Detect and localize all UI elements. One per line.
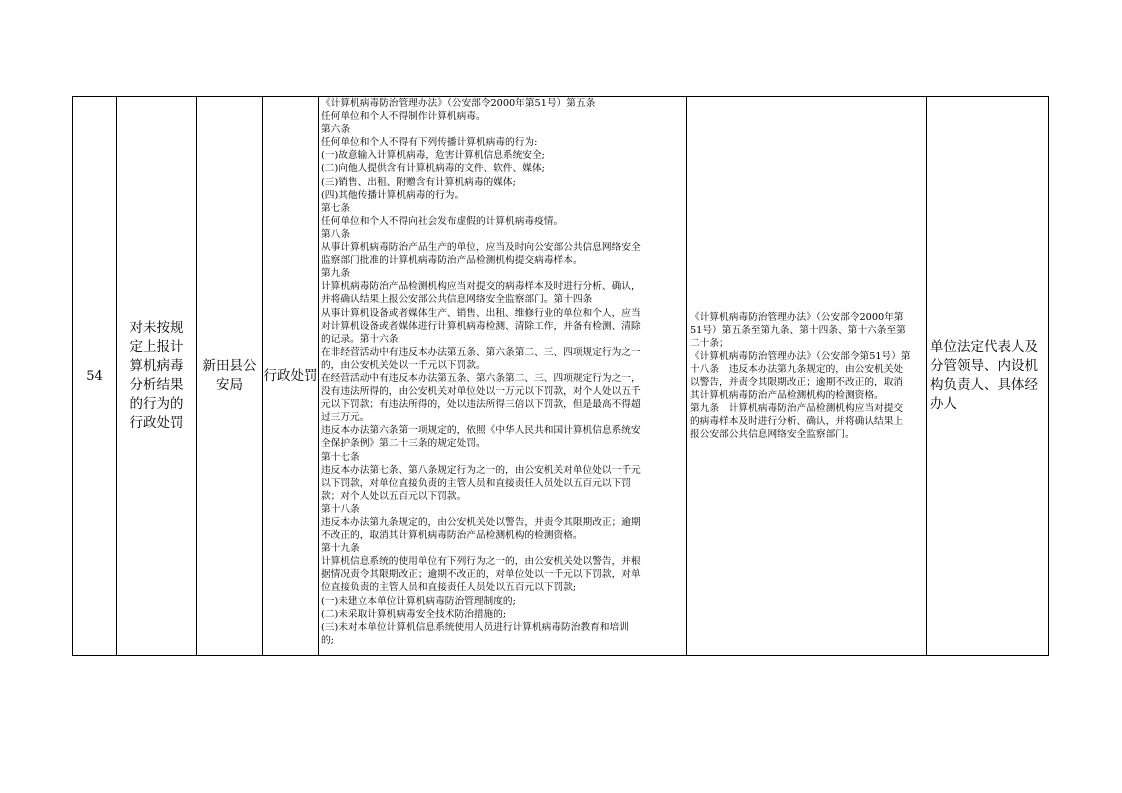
dept-line: 安局 — [216, 377, 243, 393]
basis-line: 违反本办法第九条规定的，由公安机关处以警告，并责令其限期改正；逾期 — [321, 517, 641, 528]
resp-line: 《计算机病毒防治管理办法》（公安部令第51号）第 — [690, 350, 911, 362]
action-type: 行政处罚 — [263, 97, 319, 656]
basis-line: 第九条 — [321, 268, 351, 280]
basis-line: 元以下罚款；有违法所得的，处以违法所得三倍以下罚款，但是最高不得超 — [321, 399, 641, 411]
basis-line: 从事计算机病毒防治产品生产的单位，应当及时向公安部公共信息网络安全 — [321, 242, 641, 254]
basis-line: 第六条 — [321, 124, 351, 136]
basis-line: 对计算机设备或者媒体进行计算机病毒检测、清除工作，并备有检测、清除 — [321, 320, 641, 332]
resp-line: 报公安部公共信息网络安全监察部门。 — [690, 429, 855, 441]
basis-line: 任何单位和个人不得制作计算机病毒。 — [321, 111, 486, 123]
basis-line: 第七条 — [321, 202, 351, 214]
basis-line: 以下罚款，对单位直接负责的主管人员和直接责任人员处以五百元以下罚 — [321, 477, 631, 489]
basis-line: 计算机病毒防治产品检测机构应当对提交的病毒样本及时进行分析、确认， — [321, 281, 641, 293]
basis-line: 第十八条 — [321, 503, 360, 515]
basis-line: 在非经营活动中有违反本办法第五条、第六条第二、三、四项规定行为之一 — [321, 346, 641, 358]
basis-line: 任何单位和个人不得向社会发布虚假的计算机病毒疫情。 — [321, 215, 564, 227]
basis-line: 计算机信息系统的使用单位有下列行为之一的，由公安机关处以警告，并根 — [321, 556, 641, 568]
basis-line: 的; — [321, 634, 334, 646]
row-number: 54 — [73, 97, 117, 656]
basis-line: (二)未采取计算机病毒安全技术防治措施的; — [321, 608, 507, 620]
basis-line: 《计算机病毒防治管理办法》（公安部令2000年第51号）第五条 — [321, 98, 596, 109]
item-line: 的行为的 — [129, 396, 184, 412]
basis-line: 违反本办法第六条第一项规定的，依照《中华人民共和国计算机信息系统安 — [321, 425, 641, 437]
basis-line: 监察部门批准的计算机病毒防治产品检测机构提交病毒样本。 — [321, 255, 583, 267]
resp-line: 第九条 计算机病毒防治产品检测机构应当对提交 — [690, 403, 904, 415]
basis-line: 过三万元。 — [321, 412, 370, 424]
basis-line: (一)未建立本单位计算机病毒防治管理制度的; — [321, 595, 516, 607]
responsible-subject — [927, 97, 1049, 656]
basis-line: (三)销售、出租、附赠含有计算机病毒的媒体; — [321, 176, 516, 188]
empty-cell — [1049, 97, 1122, 656]
resp-line: 的病毒样本及时进行分析、确认，并将确认结果上 — [690, 416, 904, 428]
basis-line: (三)未对本单位计算机信息系统使用人员进行计算机病毒防治教育和培训 — [321, 621, 629, 633]
resp-line: 其计算机病毒防治产品检测机构的检测资格。 — [690, 390, 884, 402]
resp-line: 二十条； — [690, 337, 729, 349]
resp-line: 以警告，并责令其限期改正；逾期不改正的，取消 — [690, 377, 904, 388]
basis-line: 的，由公安机关处以一千元以下罚款。 — [321, 359, 486, 371]
item-line: 分析结果 — [129, 377, 184, 393]
basis-line: 位直接负责的主管人员和直接责任人员处以五百元以下罚款; — [321, 582, 577, 594]
resp-line: 51号）第五条至第九条、第十四条、第十六条至第 — [690, 324, 906, 336]
table-row — [73, 97, 1122, 656]
basis-line: 的记录。第十六条 — [321, 333, 399, 345]
subject-line: 构负责人、具体经 — [930, 377, 1038, 393]
basis-line: 第十九条 — [321, 543, 360, 555]
basis-line: (四)其他传播计算机病毒的行为。 — [321, 189, 465, 201]
dept-line: 新田县公 — [202, 358, 257, 374]
legal-basis — [319, 97, 687, 656]
item-name — [117, 97, 197, 656]
responsibility-basis — [687, 97, 927, 656]
basis-line: 据情况责令其限期改正；逾期不改正的，对单位处以一千元以下罚款，对单 — [321, 569, 641, 581]
basis-line: 第十七条 — [321, 451, 360, 463]
basis-line: 款；对个人处以五百元以下罚款。 — [321, 490, 467, 502]
subject-line: 单位法定代表人及 — [930, 339, 1038, 355]
resp-line: 《计算机病毒防治管理办法》（公安部令2000年第 — [690, 311, 904, 323]
basis-line: 并将确认结果上报公安部公共信息网络安全监察部门。第十四条 — [321, 294, 593, 306]
basis-line: (一)故意输入计算机病毒，危害计算机信息系统安全; — [321, 150, 545, 162]
item-line: 行政处罚 — [129, 415, 184, 431]
basis-line: 任何单位和个人不得有下列传播计算机病毒的行为: — [321, 137, 538, 149]
basis-line: 从事计算机设备或者媒体生产、销售、出租、维修行业的单位和个人，应当 — [321, 307, 641, 319]
item-line: 算机病毒 — [129, 358, 184, 374]
basis-line: 不改正的，取消其计算机病毒防治产品检测机构的检测资格。 — [321, 530, 583, 542]
subject-line: 办人 — [930, 396, 957, 412]
basis-line: 在经营活动中有违反本办法第五条、第六条第二、三、四项规定行为之一， — [321, 372, 641, 384]
basis-line: 全保护条例》第二十三条的规定处罚。 — [321, 438, 486, 450]
subject-line: 分管领导、内设机 — [930, 358, 1038, 374]
resp-line: 十八条 违反本办法第九条规定的，由公安机关处 — [690, 363, 904, 375]
basis-line: 第八条 — [321, 228, 351, 240]
basis-line: 违反本办法第七条、第八条规定行为之一的，由公安机关对单位处以一千元 — [321, 464, 641, 476]
record-table — [72, 96, 1122, 656]
basis-line: 没有违法所得的，由公安机关对单位处以一万元以下罚款，对个人处以五千 — [321, 386, 641, 398]
item-line: 定上报计 — [129, 339, 184, 355]
department — [197, 97, 263, 656]
item-line: 对未按规 — [129, 320, 184, 336]
basis-line: (二)向他人提供含有计算机病毒的文件、软件、媒体; — [321, 163, 545, 175]
